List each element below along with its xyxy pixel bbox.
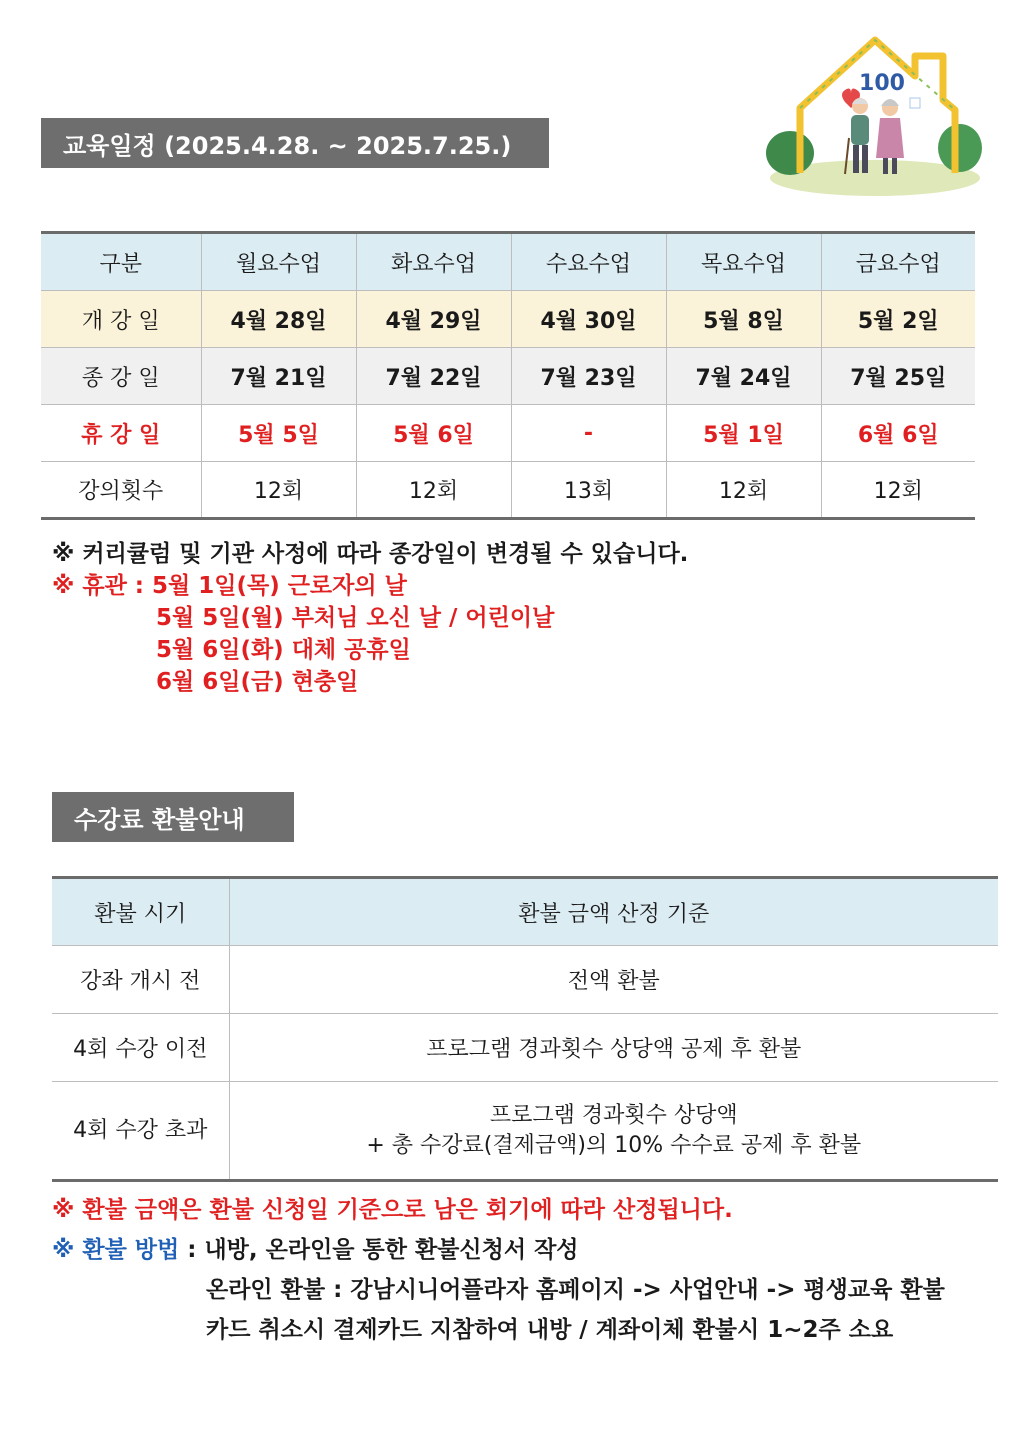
refund-title: 수강료 환불안내 — [52, 792, 294, 842]
table-cell: 5월 2일 — [821, 291, 975, 348]
holiday-prefix: ※ 휴관 : — [52, 573, 153, 599]
schedule-header-cell: 구분 — [41, 233, 201, 291]
holiday-item: 6월 6일(금) 현충일 — [156, 669, 359, 695]
table-row-end-date — [41, 348, 975, 405]
table-cell: 13회 — [511, 462, 666, 519]
curriculum-note: ※ 커리큘럼 및 기관 사정에 따라 종강일이 변경될 수 있습니다. — [52, 541, 689, 567]
refund-header-cell: 환불 시기 — [52, 878, 229, 946]
schedule-notes — [52, 538, 688, 698]
holiday-note — [52, 570, 688, 602]
table-cell: 7월 23일 — [511, 348, 666, 405]
refund-header-cell: 환불 금액 산정 기준 — [229, 878, 998, 946]
refund-timing: 강좌 개시 전 — [52, 946, 229, 1014]
schedule-title: 교육일정 (2025.4.28. ~ 2025.7.25.) — [41, 118, 549, 168]
table-cell: 4월 29일 — [356, 291, 511, 348]
row-label: 개 강 일 — [41, 291, 201, 348]
table-row — [52, 1082, 998, 1181]
refund-card-note: 카드 취소시 결제카드 지참하여 내방 / 계좌이체 환불시 1~2주 소요 — [206, 1317, 894, 1343]
table-cell: 5월 6일 — [356, 405, 511, 462]
table-row-lecture-count — [41, 462, 975, 519]
schedule-header-cell: 화요수업 — [356, 233, 511, 291]
refund-criteria — [229, 1082, 998, 1181]
table-cell: 6월 6일 — [821, 405, 975, 462]
table-cell: 4월 28일 — [201, 291, 356, 348]
row-label: 휴 강 일 — [41, 405, 201, 462]
schedule-header-cell: 수요수업 — [511, 233, 666, 291]
refund-timing: 4회 수강 초과 — [73, 1117, 208, 1143]
refund-criteria: 프로그램 경과횟수 상당액 공제 후 환불 — [229, 1014, 998, 1082]
elderly-couple-house-icon — [765, 28, 985, 198]
refund-criteria-line: + 총 수강료(결제금액)의 10% 수수료 공제 후 환불 — [366, 1132, 862, 1158]
schedule-table — [41, 231, 975, 520]
table-cell: 12회 — [821, 462, 975, 519]
table-cell: 7월 25일 — [821, 348, 975, 405]
refund-table — [52, 876, 998, 1182]
table-cell: 12회 — [356, 462, 511, 519]
refund-amount-note: ※ 환불 금액은 환불 신청일 기준으로 남은 회기에 따라 산정됩니다. — [52, 1197, 733, 1223]
schedule-header-cell: 목요수업 — [666, 233, 821, 291]
row-label: 강의횟수 — [41, 462, 201, 519]
table-cell: 12회 — [201, 462, 356, 519]
refund-notes — [52, 1190, 945, 1350]
refund-method-prefix: ※ 환불 방법 — [52, 1237, 180, 1263]
table-cell: 4월 30일 — [511, 291, 666, 348]
table-cell: - — [511, 405, 666, 462]
schedule-header-cell: 월요수업 — [201, 233, 356, 291]
table-cell: 7월 21일 — [201, 348, 356, 405]
refund-online-note: 온라인 환불 : 강남시니어플라자 홈페이지 -> 사업안내 -> 평생교육 환불 — [206, 1277, 945, 1303]
table-row — [52, 1014, 998, 1082]
schedule-header-row — [41, 233, 975, 291]
holiday-item: 5월 5일(월) 부처님 오신 날 / 어린이날 — [156, 605, 555, 631]
table-cell: 7월 24일 — [666, 348, 821, 405]
table-row-holiday — [41, 405, 975, 462]
table-cell: 5월 8일 — [666, 291, 821, 348]
table-row — [52, 946, 998, 1014]
holiday-item: 5월 1일(목) 근로자의 날 — [152, 573, 407, 599]
table-cell: 12회 — [666, 462, 821, 519]
house-number: 100 — [859, 71, 905, 96]
refund-criteria: 전액 환불 — [229, 946, 998, 1014]
row-label: 종 강 일 — [41, 348, 201, 405]
refund-method-note — [52, 1230, 945, 1270]
schedule-header-cell: 금요수업 — [821, 233, 975, 291]
holiday-item: 5월 6일(화) 대체 공휴일 — [156, 637, 411, 663]
table-cell: 5월 1일 — [666, 405, 821, 462]
refund-header-row — [52, 878, 998, 946]
table-cell: 7월 22일 — [356, 348, 511, 405]
table-row-open-date — [41, 291, 975, 348]
refund-timing: 4회 수강 이전 — [52, 1014, 229, 1082]
table-cell: 5월 5일 — [201, 405, 356, 462]
refund-method-text: : 내방, 온라인을 통한 환불신청서 작성 — [179, 1237, 579, 1263]
refund-criteria-line: 프로그램 경과횟수 상당액 — [489, 1102, 738, 1128]
